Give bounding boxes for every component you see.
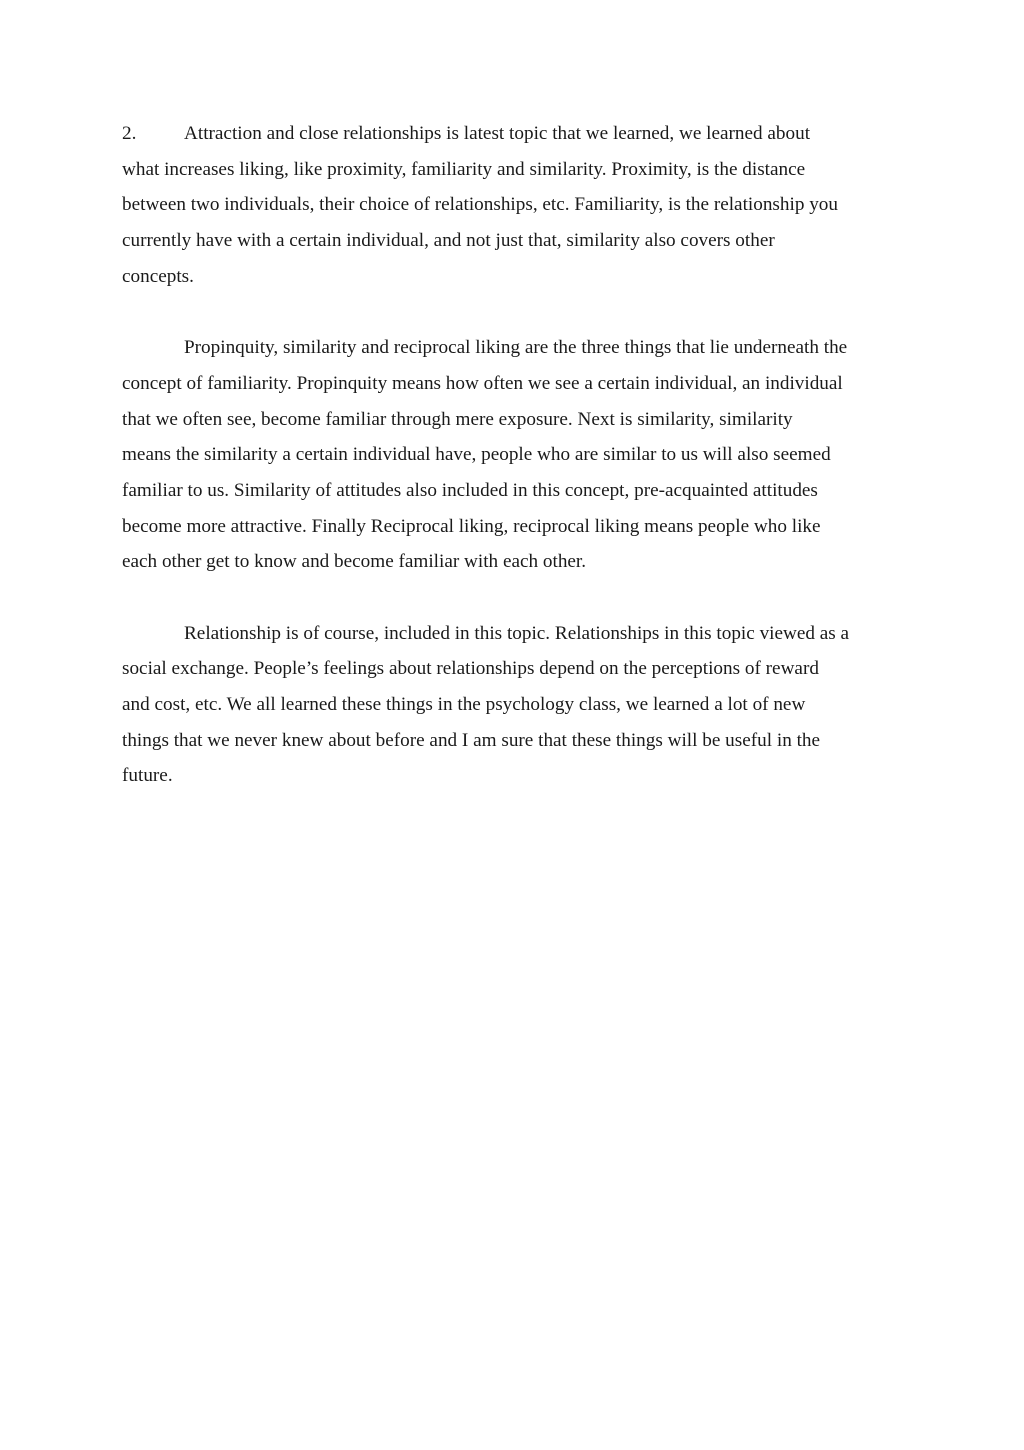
paragraph-3-line-5: future. (122, 765, 173, 787)
line-text: Propinquity, similarity and reciprocal liking are the three things that lie underneath the (184, 337, 848, 359)
paragraph-2-line-6: become more attractive. Finally Reciprocal liking, reciprocal liking means people who like (122, 515, 821, 537)
paragraph-2-line-7: each other get to know and become familiar with each other. (122, 551, 587, 573)
paragraph-2-line-2: concept of familiarity. Propinquity means how often we see a certain individual, an individual (122, 372, 843, 394)
paragraph-3 (122, 616, 912, 794)
paragraph-1-line-1 (122, 116, 912, 152)
paragraph-2-line-1 (122, 330, 912, 366)
paragraph-2-line-4: means the similarity a certain individual have, people who are similar to us will also seemed (122, 444, 831, 466)
paragraph-3-line-3: and cost, etc. We all learned these things in the psychology class, we learned a lot of new (122, 694, 806, 715)
paragraph-2-line-5: familiar to us. Similarity of attitudes also included in this concept, pre-acquainted attitudes (122, 479, 818, 501)
paragraph-3-line-2: social exchange. People’s feelings about relationships depend on the perceptions of reward (122, 658, 819, 680)
paragraph-1-line-2: what increases liking, like proximity, familiarity and similarity. Proximity, is the distance (122, 158, 806, 180)
paragraph-2 (122, 330, 912, 580)
line-text: Attraction and close relationships is latest topic that we learned, we learned about (184, 123, 811, 144)
paragraph-1-line-4: currently have with a certain individual, and not just that, similarity also covers other (122, 230, 775, 252)
document-body (122, 116, 912, 794)
paragraph-1 (122, 116, 912, 294)
paragraph-1-line-3: between two individuals, their choice of relationships, etc. Familiarity, is the relationship you (122, 194, 838, 216)
paragraph-2-line-3: that we often see, become familiar through mere exposure. Next is similarity, similarity (122, 408, 793, 430)
paragraph-1-line-5: concepts. (122, 265, 194, 287)
paragraph-3-line-1 (122, 616, 912, 652)
paragraph-3-line-4: things that we never knew about before and I am sure that these things will be useful in the (122, 729, 821, 751)
line-text: Relationship is of course, included in this topic. Relationships in this topic viewed as a (184, 622, 850, 644)
paragraph-number: 2. (122, 123, 137, 144)
